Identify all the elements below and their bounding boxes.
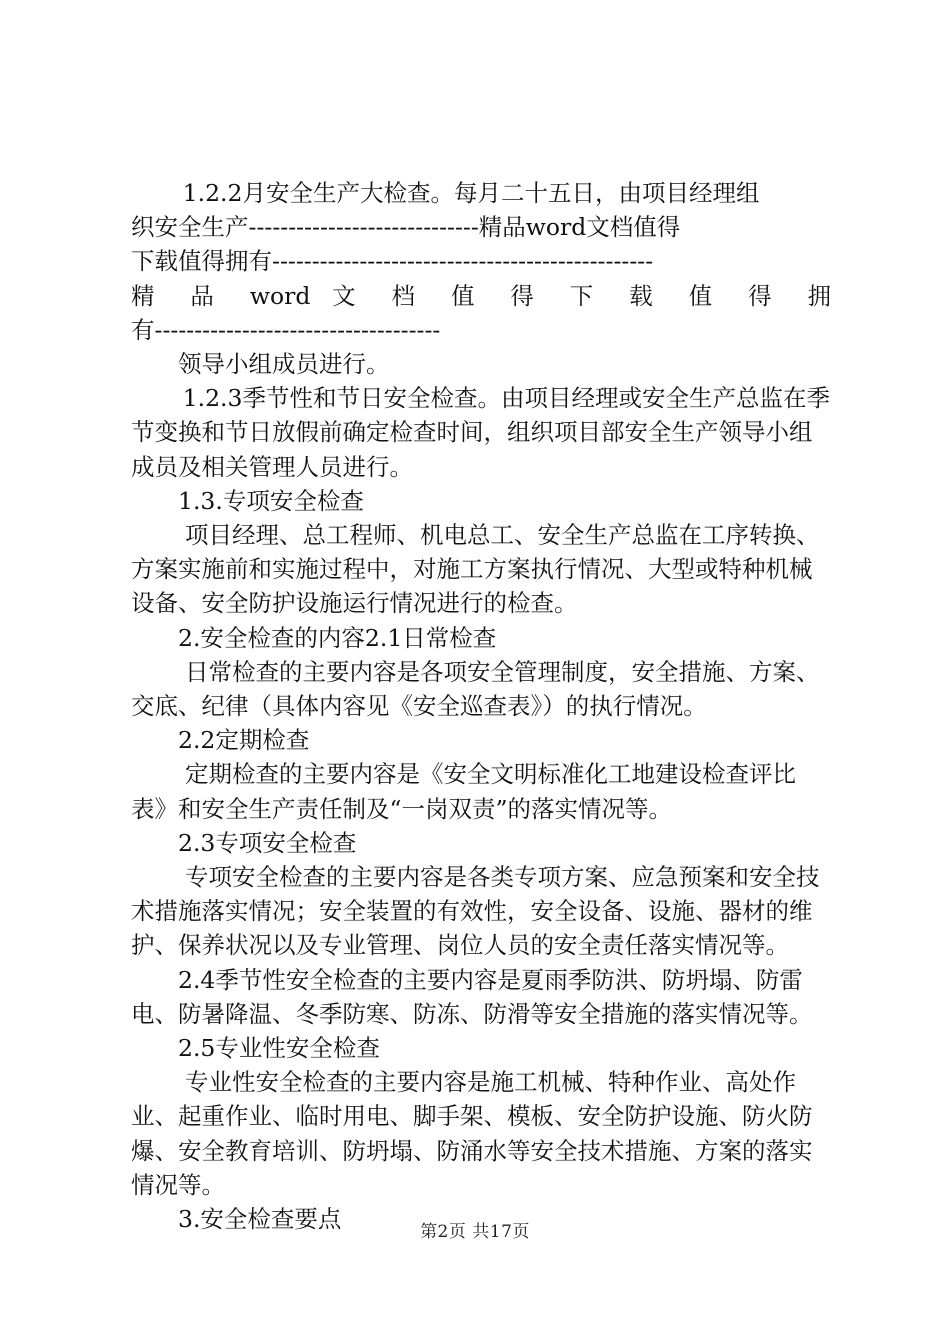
paragraph-1-2-2-line-3: 下载值得拥有------------------------------------------------ — [131, 247, 654, 276]
paragraph-special-content: 专项安全检查的主要内容是各类专项方案、应急预案和安全技术措施落实情况；安全装置的有效性，安全设备、设施、器材的维护、保养状况以及专业管理、岗位人员的安全责任落实情况等。 — [131, 862, 820, 960]
heading-2-2: 2.2定期检查 — [178, 726, 310, 755]
document-body — [131, 176, 831, 1236]
paragraph-1-2-2-line-2: 织安全生产-----------------------------精品word文档值得 — [131, 213, 681, 242]
paragraph-leadership-group: 领导小组成员进行。 — [178, 349, 390, 378]
heading-2-2-1: 2.安全检查的内容2.1日常检查 — [178, 623, 497, 652]
paragraph-professional-check: 专业性安全检查的主要内容是施工机械、特种作业、高处作业、起重作业、临时用电、脚手架、模板、安全防护设施、防火防爆、安全教育培训、防坍塌、防涌水等安全技术措施、方案的落实情况等。 — [131, 1068, 813, 1199]
paragraph-1-2-3: 1.2.3季节性和节日安全检查。由项目经理或安全生产总监在季节变换和节日放假前确定检查时间，组织项目部安全生产领导小组成员及相关管理人员进行。 — [131, 384, 830, 481]
heading-3: 3.安全检查要点 — [178, 1205, 342, 1234]
paragraph-2-4-seasonal: 2.4季节性安全检查的主要内容是夏雨季防洪、防坍塌、防雷电、防暑降温、冬季防寒、防冻、防滑等安全措施的落实情况等。 — [131, 965, 813, 1028]
paragraph-periodic-check: 定期检查的主要内容是《安全文明标准化工地建设检查评比表》和安全生产责任制及“一岗双责”的落实情况等。 — [131, 760, 797, 823]
paragraph-1-2-2-line-5: 有------------------------------------ — [131, 315, 441, 344]
heading-2-3: 2.3专项安全检查 — [178, 828, 357, 857]
paragraph-daily-check: 日常检查的主要内容是各项安全管理制度，安全措施、方案、交底、纪律（具体内容见《安全巡查表》）的执行情况。 — [131, 657, 820, 720]
paragraph-1-2-2-line-1: 1.2.2月安全生产大检查。每月二十五日，由项目经理组 — [182, 179, 760, 207]
page-footer: 第2页 共17页 — [420, 1222, 530, 1242]
heading-2-5: 2.5专业性安全检查 — [178, 1034, 380, 1062]
paragraph-1-2-2-line-4: 精 品 word 文 档 值 得 下 载 值 得 拥 — [131, 281, 831, 310]
paragraph-special-check: 项目经理、总工程师、机电总工、安全生产总监在工序转换、方案实施前和实施过程中，对施工方案执行情况、大型或特种机械设备、安全防护设施运行情况进行的检查。 — [131, 520, 820, 618]
heading-1-3: 1.3.专项安全检查 — [178, 486, 364, 515]
